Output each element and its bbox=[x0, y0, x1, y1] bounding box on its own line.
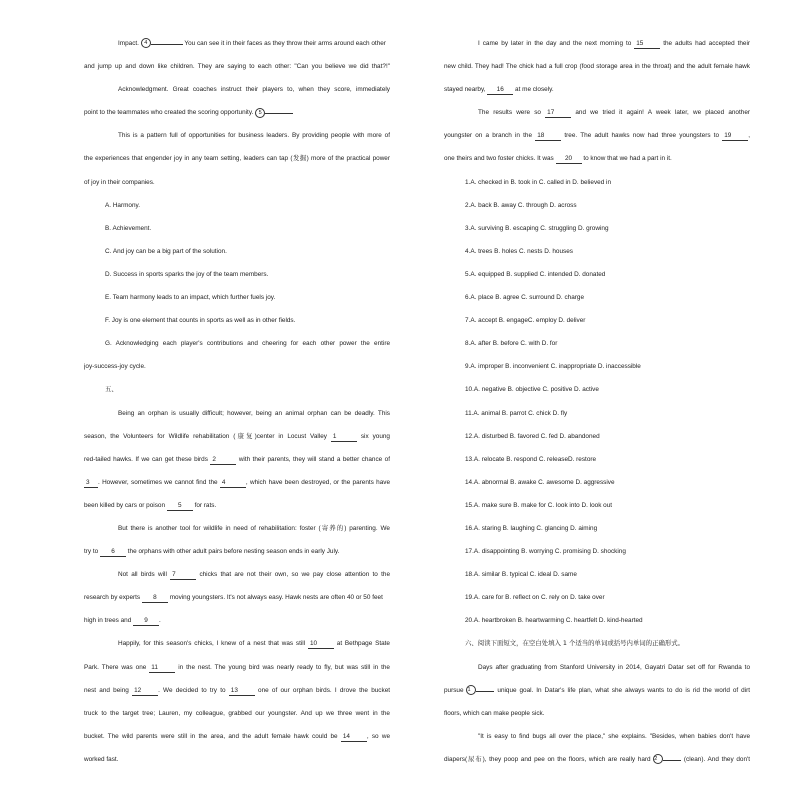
text-line: But there is another tool for wildlife in need of rehabilitation: foster (寄养的) parenting. We bbox=[118, 524, 390, 532]
answer-blank[interactable]: 9 bbox=[133, 617, 159, 626]
text-line: nest and being 12 . We decided to try to 13 one of our orphan birds. I drove the bucket bbox=[84, 686, 390, 694]
circled-number: 2 bbox=[653, 754, 663, 764]
text-line: red-tailed hawks. If we can get these birds 2 with their parents, they will stand a better chance of bbox=[84, 455, 390, 463]
option-item: F. Joy is one element that counts in sports as well as in other fields. bbox=[105, 317, 296, 325]
text-line: Impact. 4 You can see it in their faces as they throw their arms around each other bbox=[118, 40, 386, 47]
text-line: Park. There was one 11 in the nest. The young bird was nearly ready to fly, but was still in the bbox=[84, 663, 390, 671]
text-line: Being an orphan is usually difficult; however, being an animal orphan can be deadly. This bbox=[118, 409, 390, 417]
text-line: new child. They had! The chick had a full crop (food storage area in the throat) and the adult female hawk bbox=[444, 63, 750, 71]
option-item: G. Acknowledging each player's contributions and cheering for each other power the entire bbox=[105, 340, 390, 348]
choice-row: 19.A. care for B. reflect on C. rely on D. take over bbox=[465, 594, 605, 602]
section-heading: 五、 bbox=[105, 385, 118, 394]
choice-row: 3.A. surviving B. escaping C. struggling D. growing bbox=[465, 224, 609, 232]
text-line: bucket. The wild parents were still in the area, and the adult female hawk could be 14 , so we bbox=[84, 732, 390, 740]
answer-blank[interactable]: 17 bbox=[545, 109, 571, 118]
answer-blank[interactable]: 13 bbox=[229, 687, 255, 696]
text-line: Happily, for this season's chicks, I knew of a nest that was still 10 at Bethpage State bbox=[118, 640, 390, 648]
text-line: research by experts 8 moving youngsters. It's not always easy. Hawk nests are often 40 or 50 feet bbox=[84, 594, 383, 602]
text-line: the experiences that engender joy in any team setting, leaders can tap (发掘) more of the practical power bbox=[84, 155, 390, 163]
answer-blank[interactable]: 18 bbox=[535, 132, 561, 141]
choice-row: 17.A. disappointing B. worrying C. promising D. shocking bbox=[465, 548, 626, 556]
answer-blank[interactable]: 2 bbox=[210, 456, 236, 465]
answer-blank[interactable]: 20 bbox=[556, 155, 582, 164]
choice-row: 7.A. accept B. engageC. employ D. deliver bbox=[465, 317, 586, 325]
text-line: joy-success-joy cycle. bbox=[84, 363, 146, 371]
choice-row: 18.A. similar B. typical C. ideal D. same bbox=[465, 571, 577, 579]
text-line: pursue 1 unique goal. In Datar's life plan, what she always wants to do is rid the world of dirt bbox=[444, 686, 750, 694]
text-line: high in trees and 9 . bbox=[84, 617, 161, 625]
option-item: D. Success in sports sparks the joy of the team members. bbox=[105, 270, 269, 278]
right-column bbox=[444, 32, 750, 771]
choice-row: 15.A. make sure B. make for C. look into D. look out bbox=[465, 501, 613, 509]
text-line: diapers(尿布), they poop and pee on the floors, which are really hard 2 (clean). And they don't bbox=[444, 755, 750, 763]
section-heading: 六、阅读下面短文，在空白处填入 1 个适当的单词或括号内单词的正确形式。 bbox=[465, 639, 685, 648]
choice-row: 4.A. trees B. holes C. nests D. houses bbox=[465, 247, 573, 255]
text-line: season, the Volunteers for Wildlife rehabilitation (康复)center in Locust Valley 1 six young bbox=[84, 432, 390, 440]
answer-blank[interactable]: 3 bbox=[84, 479, 98, 488]
choice-row: 20.A. heartbroken B. heartwarming C. heartfelt D. kind-hearted bbox=[465, 617, 643, 625]
choice-row: 9.A. improper B. inconvenient C. inappropriate D. inaccessible bbox=[465, 363, 641, 371]
text-line: stayed nearby, 16 at me closely. bbox=[444, 86, 554, 94]
text-line: and jump up and down like children. They are saying to each other: "Can you believe we did that?!" bbox=[84, 63, 390, 71]
text-line: I came by later in the day and the next morning to 15 the adults had accepted their bbox=[478, 40, 750, 47]
choice-row: 10.A. negative B. objective C. positive D. active bbox=[465, 386, 599, 394]
left-column bbox=[84, 32, 390, 771]
text-line: This is a pattern full of opportunities for business leaders. By providing people with more of bbox=[118, 132, 390, 140]
choice-row: 2.A. back B. away C. through D. across bbox=[465, 201, 577, 209]
circled-number: 5 bbox=[255, 108, 265, 118]
answer-blank[interactable]: 12 bbox=[132, 687, 158, 696]
text-line: been killed by cars or poison 5 for rats. bbox=[84, 501, 217, 509]
option-item: B. Achievement. bbox=[105, 224, 152, 232]
text-line: one theirs and two foster chicks. It was 20 to know that we had a part in it. bbox=[444, 155, 672, 163]
text-line: "It is easy to find bugs all over the place," she explains. "Besides, when babies don't have bbox=[478, 732, 750, 740]
answer-blank[interactable]: 10 bbox=[308, 640, 334, 649]
choice-row: 5.A. equipped B. supplied C. intended D. donated bbox=[465, 270, 606, 278]
choice-row: 1.A. checked in B. took in C. called in D. believed in bbox=[465, 178, 611, 186]
text-line: Acknowledgment. Great coaches instruct their players to, when they score, immediately bbox=[118, 86, 390, 94]
answer-blank[interactable]: 5 bbox=[167, 502, 193, 511]
text-line: try to 6 the orphans with other adult pairs before nesting season ends in early July. bbox=[84, 548, 340, 556]
option-item: E. Team harmony leads to an impact, which further fuels joy. bbox=[105, 294, 276, 302]
text-line: 3 . However, sometimes we cannot find the 4 , which have been destroyed, or the parents have bbox=[86, 478, 390, 486]
option-item: A. Harmony. bbox=[105, 201, 141, 209]
choice-row: 12.A. disturbed B. favored C. fed D. abandoned bbox=[465, 432, 600, 440]
text-line: Not all birds will 7 chicks that are not their own, so we pay close attention to the bbox=[118, 571, 390, 579]
text-line: youngster on a branch in the 18 tree. The adult hawks now had three youngsters to 19 , bbox=[444, 132, 750, 140]
answer-blank[interactable]: 1 bbox=[331, 433, 357, 442]
answer-blank[interactable] bbox=[151, 44, 183, 45]
circled-number: 1 bbox=[466, 685, 476, 695]
text-line: point to the teammates who created the scoring opportunity. 5 bbox=[84, 101, 390, 124]
answer-blank[interactable]: 14 bbox=[341, 733, 367, 742]
choice-row: 13.A. relocate B. respond C. releaseD. restore bbox=[465, 455, 597, 463]
text-line: of joy in their companies. bbox=[84, 178, 155, 186]
answer-blank[interactable] bbox=[265, 113, 293, 114]
choice-row: 11.A. animal B. parrot C. chick D. fly bbox=[465, 409, 568, 417]
text-line: worked fast. bbox=[84, 755, 119, 763]
answer-blank[interactable]: 8 bbox=[142, 594, 168, 603]
answer-blank[interactable] bbox=[663, 760, 681, 761]
choice-row: 6.A. place B. agree C. surround D. charge bbox=[465, 294, 585, 302]
text-line: truck to the target tree; Lauren, my colleague, grabbed our youngster. And up we three went in the bbox=[84, 709, 390, 717]
answer-blank[interactable]: 19 bbox=[722, 132, 748, 141]
answer-blank[interactable] bbox=[476, 691, 494, 692]
answer-blank[interactable]: 6 bbox=[100, 548, 126, 557]
option-item: C. And joy can be a big part of the solution. bbox=[105, 247, 227, 255]
choice-row: 16.A. staring B. laughing C. glancing D. aiming bbox=[465, 524, 598, 532]
choice-row: 14.A. abnormal B. awake C. awesome D. aggressive bbox=[465, 478, 615, 486]
choice-row: 8.A. after B. before C. with D. for bbox=[465, 340, 558, 348]
text-line: floors, which can make people sick. bbox=[444, 709, 545, 717]
answer-blank[interactable]: 16 bbox=[487, 86, 513, 95]
answer-blank[interactable]: 7 bbox=[170, 571, 196, 580]
text-line: Days after graduating from Stanford University in 2014, Gayatri Datar set off for Rwanda to bbox=[478, 663, 750, 671]
answer-blank[interactable]: 15 bbox=[634, 40, 660, 49]
answer-blank[interactable]: 4 bbox=[220, 479, 246, 488]
text-line: The results were so 17 and we tried it again! A week later, we placed another bbox=[478, 109, 750, 117]
answer-blank[interactable]: 11 bbox=[149, 664, 175, 673]
circled-number: 4 bbox=[141, 38, 151, 48]
